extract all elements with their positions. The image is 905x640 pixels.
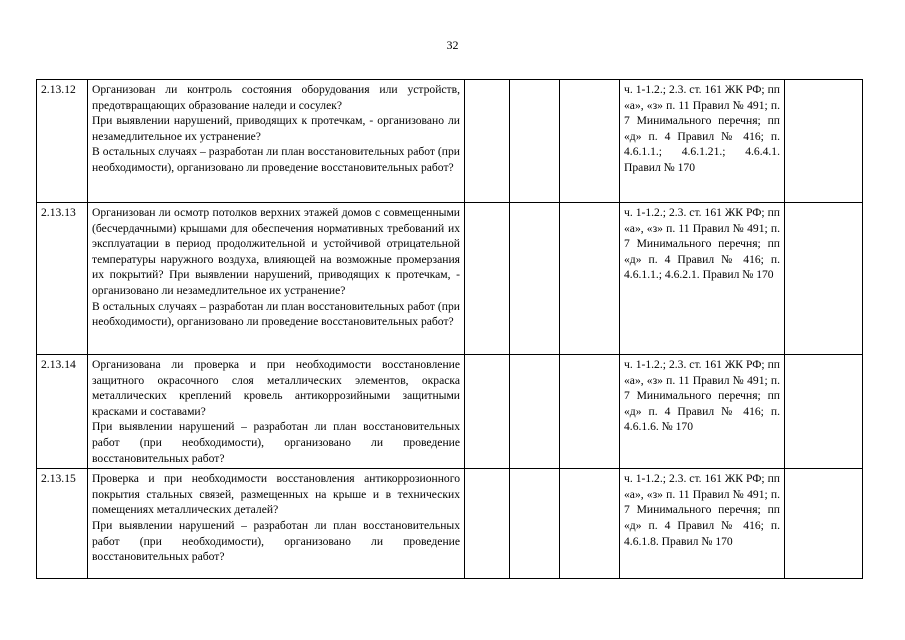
question-cell — [88, 80, 465, 203]
question-paragraph: Организована ли проверка и при необходимости восстановление защитного окрасочного слоя металлических элементов, окраска металлических креплений кровель антикоррозийными защитными красками и составами? — [92, 358, 460, 418]
question-cell — [88, 203, 465, 355]
question-paragraph: Организован ли осмотр потолков верхних этажей домов с совмещенными (бесчердачными) крышами для обеспечения нормативных требований их эксплуатации в период продолжительной и устойчивой отрицательной температуры наружного воздуха, влияющей на возможные промерзания их покрытий? При выявлении нарушений, приводящих к протечкам, - организовано ли незамедлительное их устранение? — [92, 206, 460, 297]
question-paragraph: В остальных случаях – разработан ли план восстановительных работ (при необходимости), организовано ли проведение восстановительных работ? — [92, 145, 460, 174]
answer-na-cell[interactable] — [560, 469, 620, 579]
answer-yes-cell[interactable] — [465, 203, 510, 355]
table-row — [37, 203, 863, 355]
notes-cell[interactable] — [785, 203, 863, 355]
notes-cell[interactable] — [785, 355, 863, 469]
row-number: 2.13.13 — [37, 203, 88, 355]
legal-reference: ч. 1-1.2.; 2.3. ст. 161 ЖК РФ; пп «а», «з» п. 11 Правил № 491; п. 7 Минимального перечня; пп «д» п. 4 Правил № 416; п. 4.6.1.8. Правил № 170 — [624, 472, 780, 548]
question-paragraph: При выявлении нарушений, приводящих к протечкам, - организовано ли незамедлительное их устранение? — [92, 114, 460, 143]
notes-cell[interactable] — [785, 469, 863, 579]
reference-cell — [620, 80, 785, 203]
table-row — [37, 80, 863, 203]
table-row — [37, 469, 863, 579]
question-paragraph: При выявлении нарушений – разработан ли план восстановительных работ (при необходимости), организовано ли проведение восстановительных работ? — [92, 518, 460, 564]
row-number: 2.13.12 — [37, 80, 88, 203]
reference-cell — [620, 469, 785, 579]
answer-yes-cell[interactable] — [465, 469, 510, 579]
row-number: 2.13.15 — [37, 469, 88, 579]
answer-na-cell[interactable] — [560, 203, 620, 355]
legal-reference: ч. 1-1.2.; 2.3. ст. 161 ЖК РФ; пп «а», «з» п. 11 Правил № 491; п. 7 Минимального перечня; пп «д» п. 4 Правил № 416; п. 4.6.1.1.; 4.6.1.21.; 4.6.4.1. Правил № 170 — [624, 83, 780, 174]
answer-no-cell[interactable] — [510, 355, 560, 469]
answer-na-cell[interactable] — [560, 80, 620, 203]
page-number: 32 — [446, 38, 459, 52]
question-cell — [88, 469, 465, 579]
answer-no-cell[interactable] — [510, 469, 560, 579]
notes-cell[interactable] — [785, 80, 863, 203]
answer-no-cell[interactable] — [510, 203, 560, 355]
question-paragraph: В остальных случаях – разработан ли план восстановительных работ (при необходимости), организовано ли проведение восстановительных работ? — [92, 299, 460, 329]
question-paragraph: Проверка и при необходимости восстановления антикоррозионного покрытия стальных связей, размещенных на крыше и в технических помещениях металлических деталей? — [92, 472, 460, 517]
question-cell — [88, 355, 465, 469]
reference-cell — [620, 355, 785, 469]
table-row — [37, 355, 863, 469]
legal-reference: ч. 1-1.2.; 2.3. ст. 161 ЖК РФ; пп «а», «з» п. 11 Правил № 491; п. 7 Минимального перечня; пп «д» п. 4 Правил № 416; п. 4.6.1.6. № 170 — [624, 358, 780, 434]
reference-cell — [620, 203, 785, 355]
answer-yes-cell[interactable] — [465, 355, 510, 469]
answer-no-cell[interactable] — [510, 80, 560, 203]
inspection-checklist-table — [36, 79, 863, 579]
legal-reference: ч. 1-1.2.; 2.3. ст. 161 ЖК РФ; пп «а», «з» п. 11 Правил № 491; п. 7 Минимального перечня; пп «д» п. 4 Правил № 416; п. 4.6.1.1.; 4.6.2.1. Правил № 170 — [624, 206, 780, 282]
question-paragraph: Организован ли контроль состояния оборудования или устройств, предотвращающих образование наледи и сосулек? — [92, 83, 460, 112]
answer-yes-cell[interactable] — [465, 80, 510, 203]
question-paragraph: При выявлении нарушений – разработан ли план восстановительных работ (при необходимости), организовано ли проведение восстановительных работ? — [92, 420, 460, 465]
answer-na-cell[interactable] — [560, 355, 620, 469]
row-number: 2.13.14 — [37, 355, 88, 469]
